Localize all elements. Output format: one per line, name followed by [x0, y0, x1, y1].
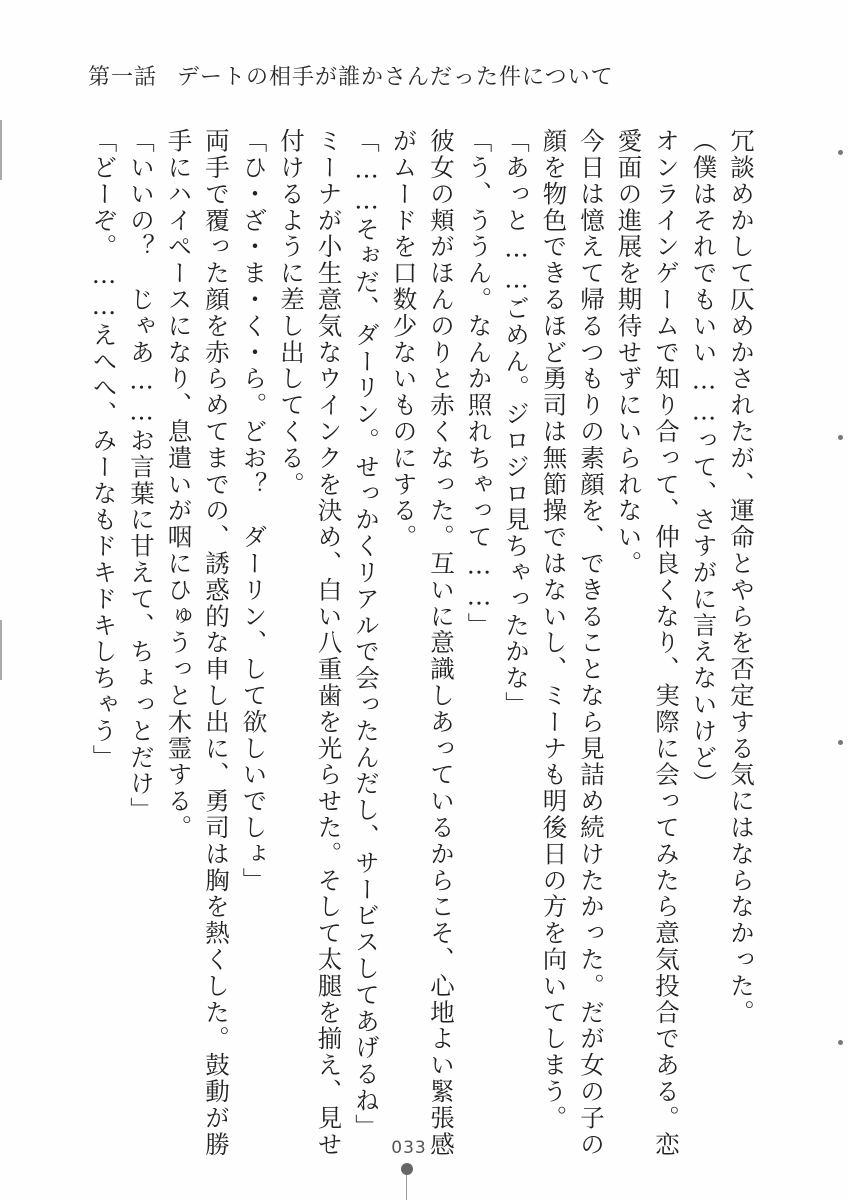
- text-line: 「どーぞ。……えへへ、みーなもドキドキしちゃう」: [89, 128, 119, 771]
- text-line: 「ひ・ざ・ま・く・ら。どお？ ダーリン、して欲しいでしょ」: [239, 128, 269, 894]
- text-line: 顔を物色できるほど勇司は無節操ではないし、ミーナも明後日の方を向いてしまう。: [539, 128, 569, 1132]
- text-line: 愛面の進展を期待せずにいられない。: [614, 128, 644, 577]
- text-line: オンラインゲームで知り合って、仲良くなり、実際に会ってみたら意気投合である。恋: [652, 128, 681, 1158]
- running-head: [88, 60, 614, 91]
- text-line: ミーナが小生意気なウインクを決め、白い八重歯を光らせた。そして太腿を揃え、見せ: [314, 128, 344, 1158]
- text-line: 「いいの？ じゃあ……お言葉に甘えて、ちょっとだけ」: [127, 128, 156, 824]
- edge-dot: [838, 740, 843, 745]
- text-line: 彼女の頬がほんのりと赤くなった。互いに意識しあっているからこそ、心地よい緊張感: [427, 128, 456, 1158]
- page-marker-line: [406, 1175, 407, 1200]
- edge-shadow: [0, 620, 2, 680]
- page-marker-dot: [401, 1163, 413, 1175]
- page-number: 033: [391, 1138, 427, 1158]
- text-line: 付けるように差し出してくる。: [277, 128, 306, 498]
- text-line: がムードを口数少ないものにする。: [389, 128, 419, 551]
- text-line: 冗談めかして仄めかされたが、運命とやらを否定する気にはならなかった。: [727, 128, 756, 1026]
- text-line: 「……そぉだ、ダーリン。せっかくリアルで会ったんだし、サービスしてあげるね」: [352, 128, 381, 1141]
- text-line: 両手で覆った顔を赤らめてまでの、誘惑的な申し出に、勇司は胸を熱くした。鼓動が勝: [202, 128, 231, 1158]
- chapter-label: 第一話: [88, 65, 158, 90]
- text-line: 「あっと……ごめん。ジロジロ見ちゃったかな」: [502, 128, 531, 718]
- text-line: 今日は憶えて帰るつもりの素顔を、できることなら見詰め続けたかった。だが女の子の: [577, 128, 606, 1158]
- edge-dot: [838, 150, 843, 155]
- edge-dot: [838, 1040, 843, 1045]
- edge-dot: [838, 435, 843, 440]
- text-line: 手にハイペースになり、息遣いが咽にひゅうっと木霊する。: [164, 128, 194, 841]
- text-line: 「う、ううん。なんか照れちゃって……」: [464, 128, 494, 639]
- chapter-title: デートの相手が誰かさんだった件について: [177, 65, 614, 90]
- text-line: （僕はそれでもいい……って、さすがに言えないけど）: [689, 128, 719, 797]
- edge-shadow: [0, 120, 2, 180]
